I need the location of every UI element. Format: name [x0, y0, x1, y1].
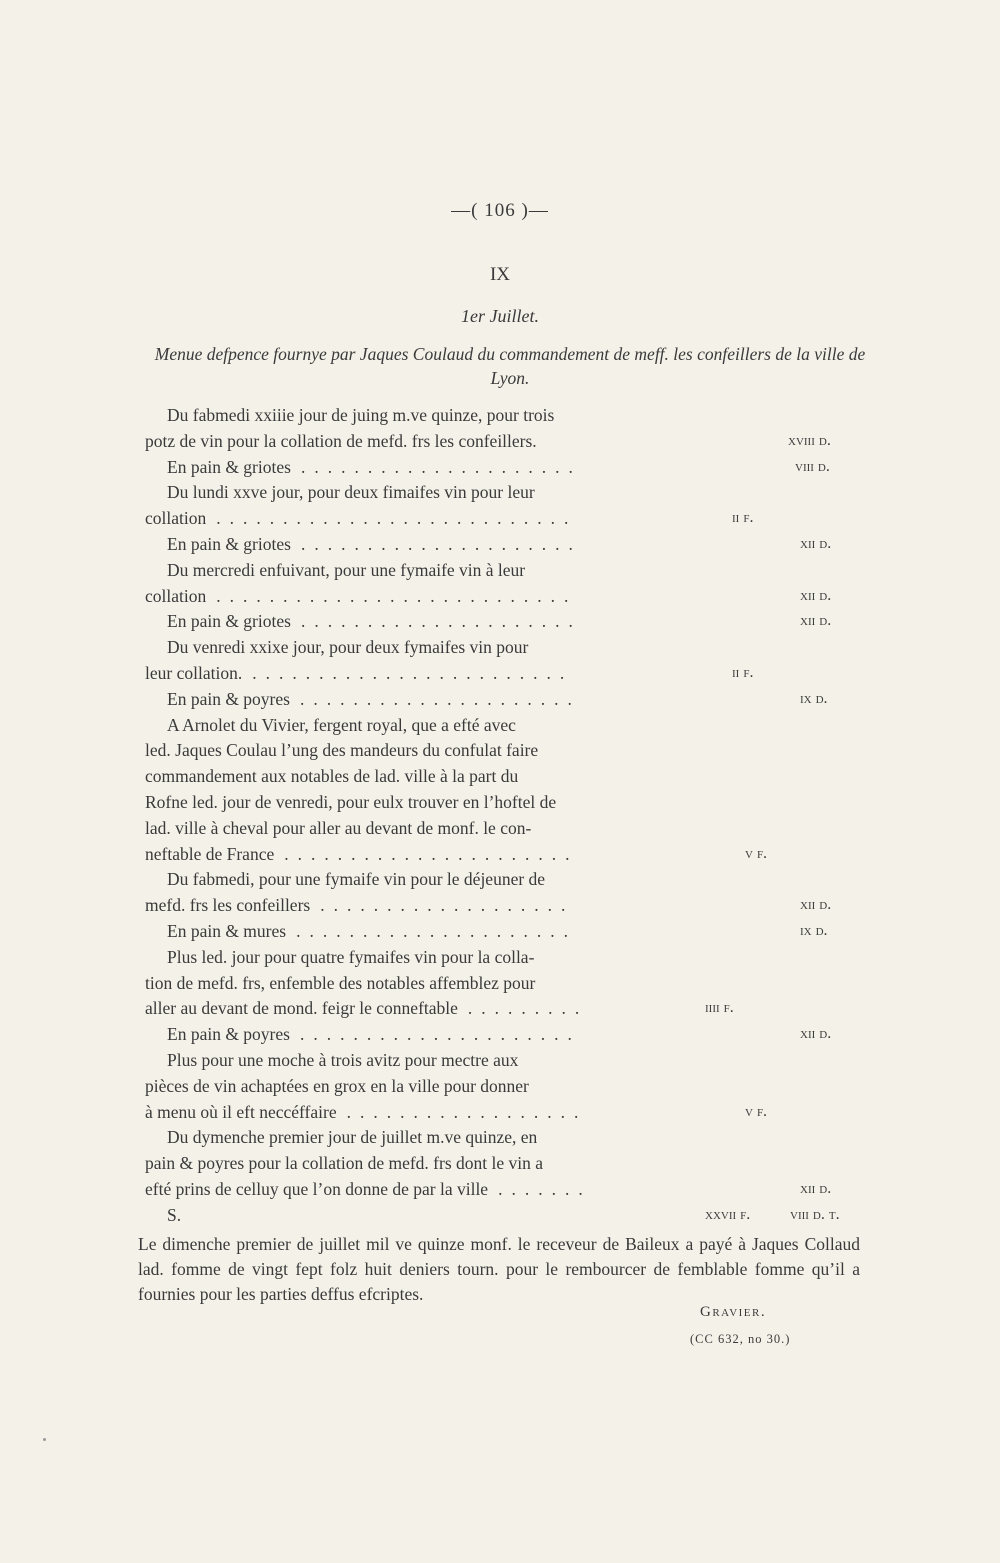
ledger-line	[145, 995, 600, 1021]
amount-deniers: viii d.	[795, 458, 830, 475]
closing-paragraph: Le dimenche premier de juillet mil ve quinze monf. le receveur de Baileux a payé à Jaques Collaud lad. fomme de vingt fept folz huit deniers tourn. pour le rembourcer de femblable fomme qu’il a fournies pour les parties deffus efcriptes.	[138, 1234, 860, 1304]
ledger-line-text: Rofne led. jour de venredi, pour eulx trouver en l’hoftel de	[145, 792, 557, 812]
ledger-line	[167, 1021, 600, 1047]
ledger-line-text: lad. ville à cheval pour aller au devant de monf. le con-	[145, 818, 532, 838]
ledger-line	[145, 428, 600, 454]
amount-deniers: xii d.	[800, 1025, 832, 1042]
ledger-line-text: Plus led. jour pour quatre fymaifes vin pour la colla-	[167, 947, 535, 967]
entry-heading: Menue defpence fournye par Jaques Coulaud du commandement de meff. les confeillers de la ville de Lyon.	[154, 344, 866, 388]
ledger-line	[145, 815, 600, 841]
ledger-line-text: neftable de France	[145, 844, 275, 864]
dot-leader: .........	[467, 998, 589, 1018]
ledger-line	[167, 1047, 600, 1073]
ledger-line-text: Plus pour une moche à trois avitz pour mectre aux	[167, 1050, 519, 1070]
ledger-line	[167, 712, 600, 738]
ledger-line	[145, 763, 600, 789]
page-number: —( 106 )—	[451, 200, 549, 221]
amount-sous: iiii f.	[705, 999, 734, 1016]
dot-leader: .....................	[300, 534, 582, 554]
ledger-line	[167, 402, 600, 428]
ledger-line-text: Du venredi xxixe jour, pour deux fymaifes vin pour	[167, 637, 529, 657]
dot-leader: .....................	[299, 1024, 581, 1044]
amount-deniers: xii d.	[800, 612, 832, 629]
ledger-line	[145, 1073, 600, 1099]
ledger-line-text: collation	[145, 508, 207, 528]
ledger-line-text: Du mercredi enfuivant, pour une fymaife vin à leur	[167, 560, 526, 580]
dot-leader: .....................	[300, 611, 582, 631]
dot-leader: ...................	[320, 895, 575, 915]
amount-sous: v f.	[745, 1103, 768, 1120]
amount-deniers: xii d.	[800, 896, 832, 913]
amount-sous: ii f.	[732, 664, 754, 681]
amount-deniers: xii d.	[800, 587, 832, 604]
amount-deniers: xii d.	[800, 535, 832, 552]
section-numeral: IX	[489, 264, 511, 285]
paper-speck	[43, 1438, 46, 1441]
ledger-line	[167, 918, 600, 944]
dot-leader: .....................	[296, 921, 577, 941]
ledger-line-text: commandement aux notables de lad. ville à la part du	[145, 766, 519, 786]
amount-deniers: xviii d.	[788, 432, 831, 449]
amount-sous: xxvii f.	[705, 1206, 751, 1223]
ledger-line-text: Du fabmedi xxiiie jour de juing m.ve quinze, pour trois	[167, 405, 555, 425]
ledger-line-text: pièces de vin achaptées en grox en la ville pour donner	[145, 1076, 529, 1096]
dot-leader: ........................	[252, 663, 574, 683]
amount-sous: ii f.	[732, 509, 754, 526]
dot-leader: .....................	[299, 689, 581, 709]
signature: Gravier.	[700, 1304, 767, 1320]
ledger-line-text: leur collation.	[145, 663, 243, 683]
dot-leader: .......	[498, 1179, 592, 1199]
ledger-line	[167, 866, 600, 892]
ledger-line-text: En pain & griotes	[167, 457, 291, 477]
ledger-line-text: efté prins de celluy que l’on donne de par la ville	[145, 1179, 489, 1199]
ledger-line-text: aller au devant de mond. feigr le conneftable	[145, 998, 458, 1018]
ledger-line-text: En pain & mures	[167, 921, 287, 941]
dot-leader: ..................	[346, 1102, 588, 1122]
ledger-line-text: Du fabmedi, pour une fymaife vin pour le déjeuner de	[167, 869, 546, 889]
ledger-line	[145, 892, 600, 918]
ledger-line	[167, 634, 600, 660]
amount-deniers: xii d.	[800, 1180, 832, 1197]
ledger-line	[167, 531, 600, 557]
ledger-line	[145, 841, 600, 867]
ledger-line-text: mefd. frs les confeillers	[145, 895, 311, 915]
ledger-line	[167, 1124, 600, 1150]
ledger-line	[145, 789, 600, 815]
ledger-line-text: S.	[167, 1205, 182, 1225]
ledger-line	[145, 970, 600, 996]
ledger-line-text: En pain & griotes	[167, 611, 291, 631]
ledger-line-text: collation	[145, 586, 207, 606]
ledger-line	[145, 1150, 600, 1176]
ledger-line-text: à menu où il eft neccéffaire	[145, 1102, 337, 1122]
ledger-line-text: A Arnolet du Vivier, fergent royal, que a efté avec	[167, 715, 516, 735]
dot-leader: .....................	[300, 457, 582, 477]
ledger-line	[145, 505, 600, 531]
ledger-line	[145, 1176, 600, 1202]
ledger-line	[145, 737, 600, 763]
ledger-line-text: En pain & poyres	[167, 689, 290, 709]
archive-reference: (CC 632, no 30.)	[690, 1332, 791, 1346]
ledger-line	[167, 1202, 600, 1228]
ledger-line	[167, 454, 600, 480]
entry-date: 1er Juillet.	[461, 306, 539, 326]
ledger-line	[167, 686, 600, 712]
dot-leader: ...........................	[216, 508, 578, 528]
amount-sous: v f.	[745, 845, 768, 862]
ledger-line	[167, 608, 600, 634]
ledger-line-text: Du dymenche premier jour de juillet m.ve quinze, en	[167, 1127, 538, 1147]
amount-deniers: ix d.	[800, 690, 828, 707]
amount-deniers: viii d. t.	[790, 1206, 840, 1223]
ledger-line-text: Du lundi xxve jour, pour deux fimaifes vin pour leur	[167, 482, 535, 502]
ledger-line-text: En pain & griotes	[167, 534, 291, 554]
ledger-line-text: tion de mefd. frs, enfemble des notables affemblez pour	[145, 973, 536, 993]
ledger-line	[167, 479, 600, 505]
ledger-line-text: pain & poyres pour la collation de mefd. frs dont le vin a	[145, 1153, 544, 1173]
ledger-line	[167, 557, 600, 583]
ledger-line	[145, 660, 600, 686]
dot-leader: ......................	[284, 844, 579, 864]
ledger-line	[145, 1099, 600, 1125]
amount-deniers: ix d.	[800, 922, 828, 939]
ledger-line	[167, 944, 600, 970]
ledger-line-text: led. Jaques Coulau l’ung des mandeurs du confulat faire	[145, 740, 539, 760]
ledger-line-text: potz de vin pour la collation de mefd. frs les confeillers.	[145, 431, 537, 451]
ledger-line	[145, 583, 600, 609]
ledger-line-text: En pain & poyres	[167, 1024, 290, 1044]
dot-leader: ...........................	[216, 586, 578, 606]
